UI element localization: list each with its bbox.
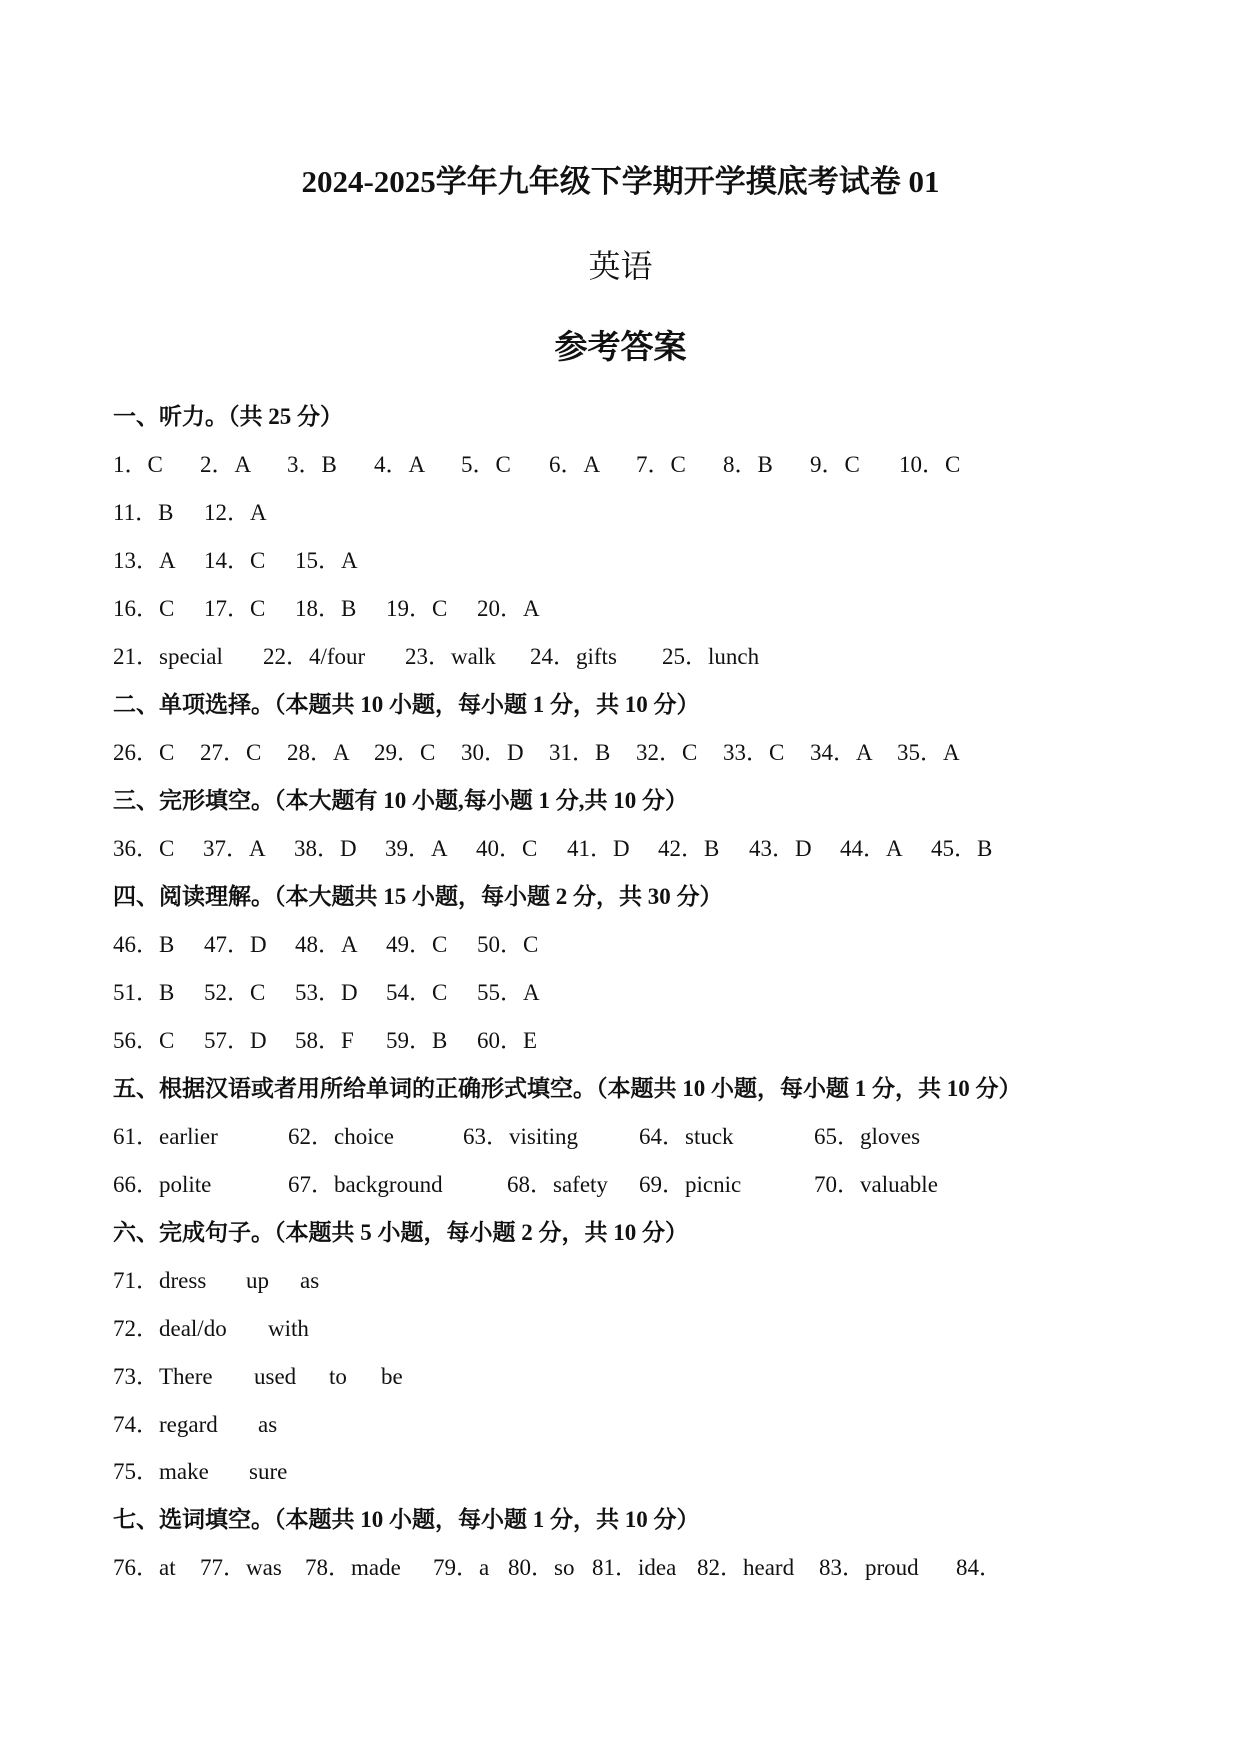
answer-item: 17．C bbox=[204, 596, 266, 621]
answer-item: 11．B bbox=[113, 500, 174, 525]
answer-item: 67．background bbox=[288, 1172, 443, 1197]
answer-item: 45．B bbox=[931, 836, 993, 861]
answer-item: 12．A bbox=[204, 500, 267, 525]
answer-item: 35．A bbox=[897, 740, 960, 765]
answer-item: 18．B bbox=[295, 596, 357, 621]
answer-word: as bbox=[300, 1268, 320, 1293]
answer-item: 66．polite bbox=[113, 1172, 212, 1197]
answer-item: 4．A bbox=[374, 452, 426, 477]
section-word-form-title: 五、根据汉语或者用所给单词的正确形式填空。（本题共 10 小题，每小题 1 分，共 10 分） bbox=[113, 1076, 1022, 1101]
answer-item: 24．gifts bbox=[530, 644, 617, 669]
answer-item: 10．C bbox=[899, 452, 961, 477]
answer-item: 25．lunch bbox=[662, 644, 760, 669]
answer-item: 75．make bbox=[113, 1459, 209, 1484]
answer-item: 73．There bbox=[113, 1364, 213, 1389]
answer-item: 8．B bbox=[723, 452, 773, 477]
answer-item: 63．visiting bbox=[463, 1124, 579, 1149]
answer-item: 36．C bbox=[113, 836, 175, 861]
answer-item: 16．C bbox=[113, 596, 175, 621]
answer-item: 43．D bbox=[749, 836, 812, 861]
answer-item: 72．deal/do bbox=[113, 1316, 227, 1341]
answer-item: 50．C bbox=[477, 932, 539, 957]
answer-item: 83．proud bbox=[819, 1555, 919, 1580]
answer-item: 40．C bbox=[476, 836, 538, 861]
answer-item: 60．E bbox=[477, 1028, 538, 1053]
answer-item: 23．walk bbox=[405, 644, 496, 669]
answer-item: 71．dress bbox=[113, 1268, 207, 1293]
answer-item: 15．A bbox=[295, 548, 358, 573]
answer-item: 57．D bbox=[204, 1028, 267, 1053]
answer-item: 70．valuable bbox=[814, 1172, 938, 1197]
answer-item: 1．C bbox=[113, 452, 163, 477]
section-cloze-title: 三、完形填空。（本大题有 10 小题,每小题 1 分,共 10 分） bbox=[113, 788, 688, 813]
answer-key-heading: 参考答案 bbox=[554, 330, 687, 366]
answer-item: 30．D bbox=[461, 740, 524, 765]
answer-item: 31．B bbox=[549, 740, 611, 765]
answer-word: as bbox=[258, 1412, 278, 1437]
answer-item: 39．A bbox=[385, 836, 448, 861]
answer-word: used bbox=[254, 1364, 297, 1389]
answer-item: 59．B bbox=[386, 1028, 448, 1053]
answer-item: 41．D bbox=[567, 836, 630, 861]
answer-item: 58．F bbox=[295, 1028, 354, 1053]
answer-item: 29．C bbox=[374, 740, 436, 765]
section-single-choice-title: 二、单项选择。（本题共 10 小题，每小题 1 分，共 10 分） bbox=[113, 692, 700, 717]
answer-item: 21．special bbox=[113, 644, 223, 669]
answer-item: 51．B bbox=[113, 980, 175, 1005]
answer-item: 22．4/four bbox=[263, 644, 366, 669]
answer-item: 62．choice bbox=[288, 1124, 395, 1149]
answer-item: 78．made bbox=[305, 1555, 401, 1580]
answer-item: 77．was bbox=[200, 1555, 282, 1580]
answer-item: 84． bbox=[956, 1555, 1002, 1580]
answer-item: 3．B bbox=[287, 452, 337, 477]
answer-item: 56．C bbox=[113, 1028, 175, 1053]
answer-item: 19．C bbox=[386, 596, 448, 621]
section-listening-title: 一、听力。（共 25 分） bbox=[113, 404, 343, 429]
answer-item: 34．A bbox=[810, 740, 873, 765]
answer-word: up bbox=[246, 1268, 269, 1293]
answer-item: 13．A bbox=[113, 548, 176, 573]
answer-item: 28．A bbox=[287, 740, 350, 765]
answer-item: 5．C bbox=[461, 452, 511, 477]
answer-item: 14．C bbox=[204, 548, 266, 573]
answer-word: with bbox=[268, 1316, 309, 1341]
answer-item: 26．C bbox=[113, 740, 175, 765]
answer-item: 27．C bbox=[200, 740, 262, 765]
answer-item: 82．heard bbox=[697, 1555, 795, 1580]
answer-item: 37．A bbox=[203, 836, 266, 861]
answer-item: 20．A bbox=[477, 596, 540, 621]
answer-item: 54．C bbox=[386, 980, 448, 1005]
answer-item: 68．safety bbox=[507, 1172, 608, 1197]
answer-item: 76．at bbox=[113, 1555, 176, 1580]
answer-item: 49．C bbox=[386, 932, 448, 957]
answer-item: 44．A bbox=[840, 836, 903, 861]
answer-item: 42．B bbox=[658, 836, 720, 861]
answer-item: 38．D bbox=[294, 836, 357, 861]
answer-item: 52．C bbox=[204, 980, 266, 1005]
answer-word: sure bbox=[249, 1459, 288, 1484]
section-sentence-completion-title: 六、完成句子。（本题共 5 小题，每小题 2 分，共 10 分） bbox=[113, 1220, 688, 1245]
answer-item: 46．B bbox=[113, 932, 175, 957]
answer-item: 2．A bbox=[200, 452, 252, 477]
section-word-selection-title: 七、选词填空。（本题共 10 小题，每小题 1 分，共 10 分） bbox=[113, 1507, 700, 1532]
answer-item: 64．stuck bbox=[639, 1124, 734, 1149]
answer-item: 32．C bbox=[636, 740, 698, 765]
answer-item: 48．A bbox=[295, 932, 358, 957]
section-reading-title: 四、阅读理解。（本大题共 15 小题，每小题 2 分，共 30 分） bbox=[113, 884, 723, 909]
answer-item: 61．earlier bbox=[113, 1124, 218, 1149]
answer-item: 65．gloves bbox=[814, 1124, 921, 1149]
answer-item: 7．C bbox=[636, 452, 686, 477]
answer-item: 74．regard bbox=[113, 1412, 218, 1437]
answer-item: 79．a bbox=[433, 1555, 490, 1580]
answer-item: 6．A bbox=[549, 452, 601, 477]
answer-word: be bbox=[381, 1364, 403, 1389]
answer-item: 55．A bbox=[477, 980, 540, 1005]
answer-item: 81．idea bbox=[592, 1555, 677, 1580]
subject-title: 英语 bbox=[588, 248, 653, 284]
answer-item: 9．C bbox=[810, 452, 860, 477]
answer-item: 47．D bbox=[204, 932, 267, 957]
answer-item: 33．C bbox=[723, 740, 785, 765]
answer-item: 53．D bbox=[295, 980, 358, 1005]
answer-item: 69．picnic bbox=[639, 1172, 742, 1197]
answer-item: 80．so bbox=[508, 1555, 575, 1580]
answer-word: to bbox=[329, 1364, 347, 1389]
exam-title: 2024-2025学年九年级下学期开学摸底考试卷 01 bbox=[301, 164, 940, 199]
